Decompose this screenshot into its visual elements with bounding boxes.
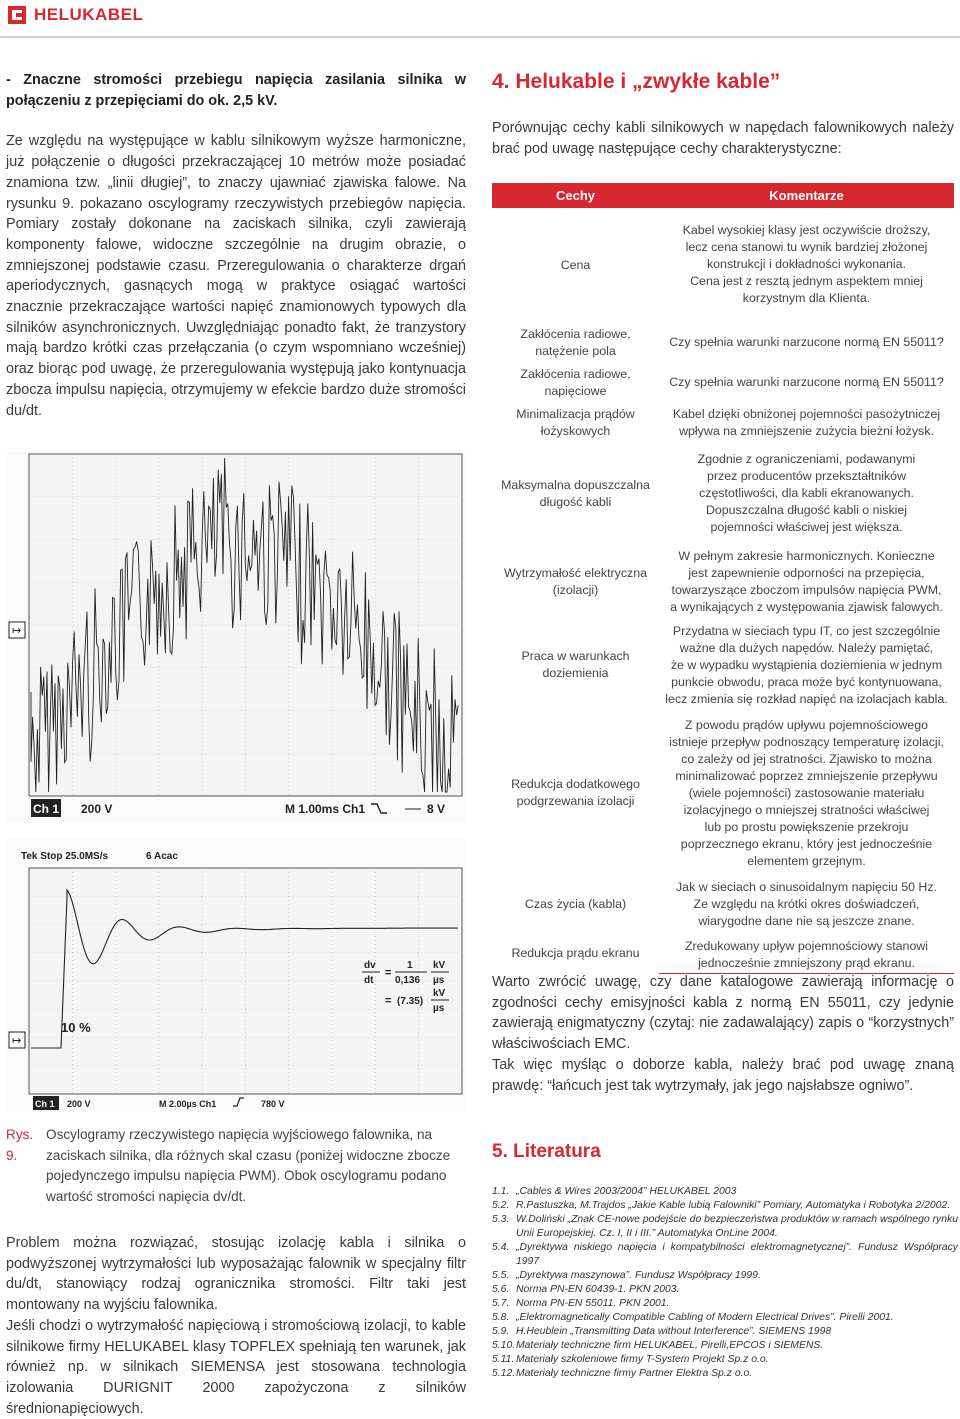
- left-intro: [6, 70, 466, 421]
- comparison-table: [492, 183, 954, 974]
- feature-cell: [492, 712, 659, 875]
- literature-number: 5.10.: [492, 1340, 516, 1351]
- literature-number: 1.1.: [492, 1186, 510, 1197]
- literature-item: [492, 1241, 958, 1269]
- literature-number: 5.11.: [492, 1354, 515, 1365]
- comment-line: wiarygodne dane nie są jeszcze znane.: [698, 914, 915, 928]
- literature-item: [492, 1325, 958, 1339]
- literature-item: [492, 1367, 958, 1381]
- comment-line: poprzecznego ekranu, który jest jednocześnie: [680, 836, 933, 851]
- literature-text: H.Heublein „Transmitting Data without Interference”. SIEMENS 1998: [516, 1326, 832, 1337]
- literature-number: 5.8.: [492, 1312, 510, 1323]
- formula-den: 0,136: [395, 975, 421, 986]
- comment-line: jednocześnie zmniejszony prąd ekranu.: [698, 955, 915, 970]
- formula-dt: dt: [364, 975, 374, 986]
- trigger-arrow-icon-2: ↦: [12, 1035, 22, 1047]
- feature-line: Wytrzymałość elektryczna: [503, 565, 648, 580]
- feature-line: Redukcja dodatkowego: [511, 777, 640, 791]
- comment-line: Przydatna w sieciach typu IT, co jest szczególnie: [672, 623, 941, 638]
- literature-number: 5.2.: [492, 1200, 510, 1211]
- literature-text: „Dyrektywa maszynowa”. Fundusz Współpracy 1999.: [516, 1270, 761, 1281]
- comment-line: korzystnym dla Klienta.: [742, 290, 871, 305]
- feature-cell: [492, 363, 659, 403]
- oscillogram-1: [7, 452, 465, 823]
- figure-caption: [6, 1125, 466, 1208]
- feature-line: Czas życia (kabla): [524, 897, 627, 911]
- comment-line: Dopuszczalna długość kabli o niskiej: [705, 503, 908, 517]
- literature-item: [492, 1199, 958, 1213]
- feature-line: Zakłócenia radiowe,: [520, 366, 631, 381]
- literature-number: 5.3.: [492, 1214, 510, 1225]
- helukabel-logo: [8, 4, 143, 26]
- note-section: [492, 972, 954, 1096]
- intro-paragraph: Ze względu na występujące w kablu silnikowym wyższe harmoniczne, już połączenie o długości przekraczającej 10 metrów może posiadać znamiona tzw. „linii długiej”, to znaczy ujawniać zjawiska falowe. Na rysunku 9. pokazano oscylogramy rzeczywistych przebiegów napięcia. Pomiary zostały dokonane na zaciskach silnika, czyli zawierają komponenty falowe, widoczne szczególnie na drugim obrazie, o zmniejszonej podstawie czasu. Przeregulowania o charakterze drgań aperiodycznych, gasnących mogą w praktyce osiągać wartości znacznie przekraczające wartości napięć znamionowych typowych dla silników asynchronicznych. Uwzględniając ponadto fakt, że tranzystory mają bardzo krótki czas przełączania (o czym wspomniano wcześniej) oraz biorąc pod uwagę, że przeregulowania występują jako kontynuacja zbocza impulsu napięcia, otrzymujemy w efekcie bardzo duże stromości du/dt.: [6, 133, 466, 419]
- comment-line: konstrukcji i dokładności wykonania.: [706, 256, 907, 271]
- literature-text: Materiały szkoleniowe firmy T-System Projekt Sp.z o.o.: [516, 1354, 769, 1365]
- feature-line: podgrzewania izolacji: [516, 794, 635, 808]
- comment-line: (wiele pojemności) zastosowanie materiału: [688, 785, 925, 800]
- comment-cell: [659, 403, 954, 443]
- literature-text: Norma PN-EN 60439-1. PKN 2003.: [516, 1284, 680, 1295]
- literature-item: [492, 1353, 958, 1367]
- formula-one: 1: [407, 960, 413, 971]
- comment-line: istnieje przepływ podnoszący temperaturę izolacji,: [669, 734, 944, 749]
- feature-cell: [492, 619, 659, 712]
- feature-cell: [492, 403, 659, 443]
- literature-item: [492, 1297, 958, 1311]
- literature-text: R.Pastuszka, M.Trajdos „Jakie Kable lubią Falowniki” Pomiary, Automatyka i Robotyka 2/2002.: [516, 1200, 951, 1211]
- osc1-volts-label: 200 V: [81, 802, 113, 816]
- feature-line: (izolacji): [552, 582, 599, 597]
- comment-line: izolacyjnego o mniejszej stratności właściwej: [683, 802, 930, 817]
- comment-cell: [659, 208, 954, 323]
- feature-cell: [492, 545, 659, 619]
- literature-text: Materiały techniczne firm HELUKABEL, Pirelli,EPCOS i SIEMENS.: [516, 1340, 824, 1351]
- table-row: [492, 323, 954, 363]
- comment-line: Zredukowany upływ pojemnościowy stanowi: [684, 938, 929, 953]
- literature-item: [492, 1339, 958, 1353]
- comment-line: Czy spełnia warunki narzucone normą EN 55011?: [669, 375, 944, 389]
- comment-cell: [659, 619, 954, 712]
- literature-number: 5.12.: [492, 1368, 516, 1379]
- literature-item: [492, 1185, 958, 1199]
- literature-text: „Cables & Wires 2003/2004” HELUKABEL 2003: [516, 1186, 737, 1197]
- bullet-text: - Znaczne stromości przebiegu napięcia zasilania silnika w połączeniu z przepięciami do ok. 2,5 kV.: [6, 72, 466, 109]
- comment-line: minimalizować poprzez zmniejszenie przepływu: [675, 768, 938, 783]
- osc2-level-label: 780 V: [261, 1099, 285, 1109]
- feature-cell: [492, 323, 659, 363]
- caption-text: Oscylogramy rzeczywistego napięcia wyjściowego falownika, na zaciskach silnika, dla różnych skal czasu (poniżej widoczne zbocze pojedynczego impulsu napięcia PWM). Obok oscylogramu podano wartość stromości napięcia dv/dt.: [46, 1127, 451, 1205]
- comment-line: Ze względu na krótki okres doświadczeń,: [693, 897, 920, 911]
- feature-cell: [492, 443, 659, 545]
- feature-line: Cena: [560, 257, 591, 272]
- comment-cell: [659, 712, 954, 875]
- formula-unit1: kV: [433, 960, 446, 971]
- literature-item: [492, 1213, 958, 1241]
- header-divider: [0, 36, 960, 38]
- note-paragraph-2: Tak więc myśląc o doborze kabla, należy brać pod uwagę znaną prawdę: “łańcuch jest tak wytrzymały, jak jego najsłabsze ogniwo”.: [492, 1056, 954, 1094]
- comment-line: lecz cena stanowi tu wynik bardziej złożonej: [685, 239, 928, 254]
- comment-cell: [659, 875, 954, 935]
- literature-text: „Dyrektywa niskiego napięcia i kompatybilności elektromagnetycznej”. Fundusz Współpracy 1997: [516, 1242, 958, 1267]
- problem-paragraph-2: Jeśli chodzi o wytrzymałość napięciową i stromościową izolacji, to kable silnikowe firmy HELUKABEL klasy TOPFLEX spełniają ten warunek, jak również np. w silnikach SIEMENSA jest stosowana technologia izolowania DURIGNIT 2000 zapożyczona z silników średnionapięciowych.: [6, 1317, 466, 1417]
- osc2-volts-label: 200 V: [67, 1099, 91, 1109]
- comment-line: towarzyszące zboczom impulsów napięcia PWM,: [671, 582, 942, 597]
- osc2-coupling-label: 6 Acac: [146, 851, 178, 862]
- feature-cell: [492, 208, 659, 323]
- section-5-heading: 5. Literatura: [492, 1141, 601, 1162]
- problem-section: [6, 1233, 466, 1419]
- osc1-channel-label: Ch 1: [33, 802, 60, 816]
- comment-cell: [659, 443, 954, 545]
- literature-number: 5.9.: [492, 1326, 510, 1337]
- rising-edge-icon: [233, 1098, 244, 1106]
- table-row: [492, 712, 954, 875]
- feature-line: napięciowe: [544, 383, 607, 398]
- literature-text: „Elektromagnetically Compatible Cabling of Modern Electrical Drives”. Pirelli 2001.: [516, 1312, 894, 1323]
- comment-line: częstotliwości, dla kabli ekranowanych.: [699, 486, 914, 500]
- feature-line: Redukcja prądu ekranu: [511, 946, 640, 961]
- formula-unit2: kV: [433, 988, 446, 999]
- comment-line: Kabel dzięki obniżonej pojemności pasożytniczej: [672, 406, 941, 421]
- feature-line: długość kabli: [539, 494, 612, 509]
- section-4-intro: Porównując cechy kabli silnikowych w napędach falownikowych należy brać pod uwagę następujące cechy charakterystyczne:: [492, 120, 954, 157]
- comment-line: elementem grzejnym.: [747, 853, 866, 868]
- comment-line: Z powodu prądów upływu pojemnościowego: [684, 717, 929, 732]
- comment-line: że w wypadku wystąpienia doziemienia w jednym: [670, 657, 943, 672]
- comment-line: Jak w sieciach o sinusoidalnym napięciu 50 Hz.: [675, 880, 938, 894]
- formula-unit2b: µs: [433, 1003, 445, 1014]
- feature-line: łożyskowych: [540, 423, 611, 438]
- oscillogram-2: [7, 838, 465, 1112]
- comment-line: ważne dla dużych napędów. Należy pamiętać,: [679, 640, 934, 655]
- osc1-level-label: 8 V: [427, 802, 446, 816]
- table-row: [492, 935, 954, 974]
- comment-line: W pełnym zakresie harmonicznych. Konieczne: [678, 548, 935, 563]
- brand-name: HELUKABEL: [34, 5, 144, 24]
- literature-number: 5.7.: [492, 1298, 510, 1309]
- table-header-comments: Komentarze: [659, 183, 954, 208]
- feature-line: natężenie pola: [535, 343, 616, 358]
- comment-line: a wynikających z występowania zjawisk falowych.: [670, 599, 943, 614]
- comment-line: jest zapewnienie odporności na przepięcia,: [688, 565, 925, 580]
- literature-text: Materiały techniczne firmy Partner Elektra Sp.z o.o.: [516, 1368, 753, 1379]
- feature-line: Minimalizacja prądów: [516, 406, 635, 421]
- osc2-percent-label: 10 %: [61, 1020, 91, 1035]
- caption-label: Rys. 9.: [6, 1127, 34, 1163]
- formula-eq2: =: [385, 995, 392, 1007]
- table-row: [492, 619, 954, 712]
- literature-list: [492, 1185, 958, 1381]
- osc2-channel-label: Ch 1: [35, 1099, 55, 1109]
- comment-line: Cena jest z resztą jednym aspektem mniej: [690, 273, 923, 288]
- comment-line: Zgodnie z ograniczeniami, podawanymi: [697, 452, 916, 466]
- osc1-time-label: M 1.00ms Ch1: [285, 802, 366, 816]
- formula-unit1b: µs: [433, 975, 445, 986]
- comment-cell: [659, 935, 954, 974]
- comment-line: co zależy od jej stratności. Zjawisko to można: [681, 751, 932, 766]
- section-4-heading: 4. Helukable i „zwykłe kable”: [492, 70, 781, 93]
- feature-line: Maksymalna dopuszczalna: [501, 477, 650, 492]
- literature-number: 5.4.: [492, 1242, 510, 1253]
- literature-text: W.Doliński „Znak CE-nowe podejście do bezpieczeństwa produktów w ramach wspólnego rynku Unii Europejskiej. Cz. I, II i III.” Automatyka OnLine 2004.: [516, 1214, 958, 1239]
- comment-line: wpływa na zmniejszenie zużycia bieżni łożysk.: [679, 423, 934, 438]
- table-row: [492, 363, 954, 403]
- comment-cell: [659, 323, 954, 363]
- feature-line: doziemienia: [542, 666, 609, 680]
- comment-cell: [659, 363, 954, 403]
- comment-line: punkcie obwodu, praca może być kontynuowana,: [671, 674, 942, 689]
- table-header-features: Cechy: [492, 183, 659, 208]
- problem-paragraph-1: Problem można rozwiązać, stosując izolację kabla i silnika o podwyższonej wytrzymałości lub wyposażając falownik w specjalny filtr du/dt, stanowiący rodzaj ogranicznika stromości. Filtr taki jest montowany na wyjściu falownika.: [6, 1235, 466, 1314]
- literature-item: [492, 1269, 958, 1283]
- table-row: [492, 403, 954, 443]
- comment-line: lecz zmienia się rozkład napięć na izolacjach kabla.: [665, 691, 948, 706]
- trigger-arrow-icon: ↦: [12, 625, 22, 637]
- formula-dv: dv: [364, 960, 376, 971]
- feature-cell: [492, 875, 659, 935]
- helukabel-logo-icon: [8, 6, 26, 24]
- feature-cell: [492, 935, 659, 974]
- formula-val: (7.35): [397, 996, 424, 1007]
- table-row: [492, 875, 954, 935]
- osc2-status-label: Tek Stop 25.0MS/s: [21, 851, 109, 862]
- comment-line: lub po prostu powiększenie przekroju: [704, 819, 909, 834]
- comment-line: Czy spełnia warunki narzucone normą EN 55011?: [669, 335, 944, 349]
- literature-number: 5.6.: [492, 1284, 510, 1295]
- table-row: [492, 443, 954, 545]
- comment-line: Kabel wysokiej klasy jest oczywiście droższy,: [682, 222, 931, 237]
- note-paragraph-1: Warto zwrócić uwagę, czy dane katalogowe zawierają informację o zgodności cechy emisyjności kabla z normą EN 55011, czy jedynie zawierają enigmatyczny (czytaj: nie zadawalający) zapis o “korzystnych” właściwościach EMC.: [492, 974, 954, 1053]
- feature-line: Praca w warunkach: [521, 649, 630, 663]
- literature-number: 5.5.: [492, 1270, 510, 1281]
- table-row: [492, 545, 954, 619]
- formula-eq1: =: [385, 967, 392, 979]
- comment-cell: [659, 545, 954, 619]
- osc2-time-label: M 2.00µs Ch1: [159, 1099, 217, 1109]
- feature-line: Zakłócenia radiowe,: [520, 326, 631, 341]
- literature-item: [492, 1311, 958, 1325]
- comment-line: pojemności właściwej jest większa.: [710, 520, 903, 534]
- table-row: [492, 208, 954, 323]
- literature-item: [492, 1283, 958, 1297]
- comment-line: przez producentów przekształtników: [706, 469, 907, 483]
- literature-text: Norma PN-EN 55011. PKN 2001.: [516, 1298, 670, 1309]
